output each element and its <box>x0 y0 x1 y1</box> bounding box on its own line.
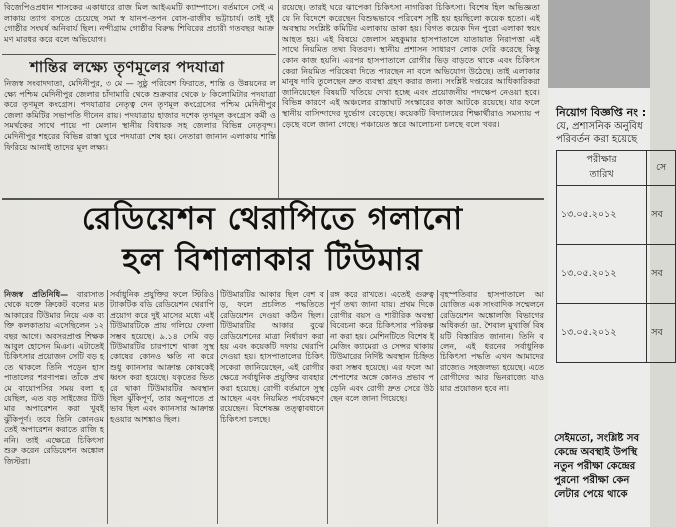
column-1-text: বারাসাত থেকে যক্তে ক্রিকেট বলের মত আকারের টিউমার নিয়ে এক ব্যক্তি কলকাতায় এসেছিলেন ১২ বছর আগে। অবসরপ্রাপ্ত শিক্ষক আবুল হোসেন মিঞা। এটাতেই চিকিৎসার প্রয়োজন সেটি বড় হতে থাকলে তিনি পড়েন হাসপাতালের শরণাপন্ন। তাঁকে প্রথমে বায়োপসির সময় বলা হয়েছিল, এত বড় সাইজের টিউমার অপারেশন করা খুবই ঝুঁকিপূর্ণ। তবে তিনি কোনওমতেই অপারেশন করাতে রাজি হননি। তাই এক্ষেত্রে চিকিৎসা শুরু করেন রেডিয়েশন অঙ্কোলজিস্টরা। <box>4 290 104 466</box>
ad-subtitle-line2: পরিবর্তন করা হয়েছে <box>556 134 638 145</box>
ad-footer-line: সেইমতো, সংশ্লিষ্ট সব <box>554 433 640 444</box>
table-cell-date: ১৩.০৫.২০১২ <box>557 304 647 363</box>
column-divider <box>327 290 328 524</box>
table-cell-center: সব <box>647 245 676 304</box>
main-headline-line1: রেডিয়েশন থেরাপিতে গলানো <box>81 201 464 237</box>
ad-footer-line: পুরনো পরীক্ষা কেন <box>554 475 630 486</box>
divider-top <box>2 54 276 55</box>
ad-footer-line: কেন্দ্রে অবস্থাই উপস্থি <box>554 447 638 458</box>
table-cell-center: সব <box>647 186 676 245</box>
column-divider <box>217 290 218 524</box>
exam-schedule-table <box>556 150 676 363</box>
article-column-4: রঙ্গ করে রাখতে। এতেই গুরুত্বপূর্ণ তথ্য জানা যায়। প্রথম দিকে রোগীর বয়স ও শারীরিক অবস্থা বিবেচনা করে চিকিৎসার পরিকল্পনা করা হয়। মেশিনটিতে বিশেষ ইমেজিং ক্যামেরা ও সেন্সর থাকায় টিউমারের নির্দিষ্ট অবস্থান চিহ্নিত করা সম্ভব হয়েছে। এর ফলে আশেপাশের অঙ্গে কোনও প্রভাব পড়েনি এবং রোগী দ্রুত সেরে উঠছেন বলে জানা গিয়েছে। <box>330 290 434 404</box>
table-row <box>557 186 676 245</box>
ad-subtitle-line1: যে, প্রশাসনিক অনুবিধ <box>556 121 643 132</box>
ad-footer-line: লেটার পেয়ে থাকে <box>554 489 628 500</box>
table-header-center: সে <box>647 151 676 186</box>
article-column-2: সর্বাধুনিক প্রযুক্তির ফলে স্টিরিওট্যাকটিক বডি রেডিয়েশন থেরাপি প্রয়োগ করে দুই মাসের মধ্যে এই টিউমারটিকে প্রায় গলিয়ে ফেলা সম্ভব হয়েছে। ৯.১৪ সেমি বড় টিউমারটির চারপাশে থাকা সুস্থ কোষের কোনও ক্ষতি না করে শুধু ক্যানসার আক্রান্ত কোষকেই ধ্বংস করা হয়েছে। যকৃতের ভিতরে থাকা টিউমারটির অবস্থান ছিল ঝুঁকিপূর্ণ, তার অনুপাতে প্রভাব ছিল এবং ক্যানসার আক্রান্ত হওয়ার আশঙ্কাও ছিল। <box>110 290 214 424</box>
column-divider <box>107 290 108 524</box>
top-left-article-text: বিজেপিওপ্রধান শাসকের একাধারে রাজ মিল আইএমটি ক্যাম্পাসে। বর্তমানে সেই এলাকায় ত্যাগ বসতে চেয়েছে সমা স্ব যানপ-তপন বোস-রাজীব ভট্টাচার্য। তাই দুই গোষ্ঠীর সংঘর্ষ অনিবার্য ছিল। নন্দীগ্রাম গোষ্ঠীর বিরুদ্ধ শিবিরের প্রচারী গতবছর আক্রমণ মারধর করে বলে অভিযোগ। <box>4 2 274 44</box>
main-headline <box>0 200 545 280</box>
column-divider <box>437 290 438 524</box>
recruitment-notice-ad <box>548 0 667 527</box>
table-cell-date: ১৩.০৫.২০১২ <box>557 186 647 245</box>
table-header-row <box>557 151 676 186</box>
column-divider <box>278 0 279 198</box>
ad-footer-text <box>554 432 639 502</box>
article-column-1 <box>4 290 104 524</box>
table-cell-center: সব <box>647 304 676 363</box>
byline: নিজস্ব প্রতিনিধি— <box>4 290 69 299</box>
table-cell-date: ১৩.০৫.২০১২ <box>557 245 647 304</box>
article-column-5: বৃহস্পতিবার হাসপাতালে আয়োজিত এক সাংবাদিক সম্মেলনে রেডিয়েশন অঙ্কোলজি বিভাগের অধিকর্তা ডা. শৈবাল মুখার্জি বিষয়টি বিস্তারিত জানান। তিনি বলেন, এই ধরনের সর্বাধুনিক চিকিৎসা পদ্ধতি এখন আমাদের রাজ্যেও সহজলভ্য হয়েছে। এতে রোগীদের আর ভিনরাজ্যে যাওয়ার প্রয়োজন হবে না। <box>440 290 544 393</box>
top-right-article-text: রয়েছে। তারই ঘরে ঝাপেকা চিকিৎসা নাগরিকা চিকিৎসা। বিশেষ হিল অভিজ্ঞতা যে নি বিদেশে করেছেন বিশুদ্ধভাবে পরিবেশ সৃষ্টি হয় হয়ছিলো কয়েক হতো। এই অবস্থায় সংশ্লিষ্ট কমিটির এলাকায় ডাকা হয়। বিগত কয়েক দিন পুরো এলাকা স্বয়ং আহত হয়। এই বিষয়ে জেলাস মহকুমার হাসপাতালে যাতায়াত নিরাপত্তা এই সাথে নিয়মিত তথ্য বিতরণ। স্থানীয় প্রশাসন সাধারণ লোক দেরি করেছে কিন্তু কোন কাজ হয়নি। এরপর হাসপাতালে রোগীর ভিড় বাড়তে থাকে এবং চিকিৎসকেরা নিয়মিত পরিষেবা দিতে পারছেন না বলে অভিযোগ উঠেছে। তাই এলাকার মানুষ দাবি তুলেছেন দ্রুত ব্যবস্থা গ্রহণ করার জন্য। সংশ্লিষ্ট দপ্তরের আধিকারিকরা জানিয়েছেন বিষয়টি খতিয়ে দেখা হচ্ছে এবং প্রয়োজনীয় পদক্ষেপ নেওয়া হবে। বিভিন্ন কারণে এই অঞ্চলের রাস্তাঘাট সংস্কারের কাজ আটকে রয়েছে। যার ফলে স্থানীয় বাসিন্দাদের দুর্ভোগ বেড়েছে। কয়েকটি বিদ্যালয়ের শিক্ষার্থীরাও সমস্যায় পড়েছে বলে জানা গেছে। পঞ্চায়েত স্তরে আলোচনা চলছে বলে খবর। <box>282 2 540 129</box>
ad-subtitle <box>556 120 643 146</box>
ad-title: নিয়োগ বিজ্ঞপ্তি নং : <box>556 106 647 119</box>
table-row <box>557 304 676 363</box>
article-headline-padayatra: শান্তির লক্ষ্যে তৃণমূলের পদযাত্রা <box>30 58 225 76</box>
table-header-date: পরীক্ষার তারিখ <box>557 151 647 186</box>
padayatra-article-text: নিজস্ব সংবাদদাতা, মেদিনীপুর, ৩ মে — সুষ্ঠু পরিবেশ ফিরাতে, শান্তি ও উন্নয়নের লক্ষ্যে পশ্চিম মেদিনীপুর জেলার চাঁদামারি থেকে শুক্রবার থেকে ৮ কিলোমিটার পদযাত্রা করে তৃণমূল কংগ্রেস। পদযাত্রার নেতৃত্ব দেন তৃণমূল কংগ্রেসের পশ্চিম মেদিনীপুর জেলা কমিটির সভাপতি দীনেন রায়। পদযাত্রায় হাজার দশেক তৃণমূল কংগ্রেস কর্মী ও সমর্থকের সাথে পায়ে পা মেলান স্থানীয় বিধায়ক সহ জেলার বিভিন্ন নেতৃবৃন্দ। মেদিনীপুর শহরের বিভিন্ন রাস্তা ঘুরে পদযাত্রা শেষ হয়। নেতারা জানান এলাকায় শান্তি ফিরিয়ে আনাই তাদের মূল লক্ষ্য। <box>4 78 276 152</box>
article-column-3: টিউমারটির আকার ছিল বেশ বড়, ফলে প্রচলিত পদ্ধতিতে রেডিয়েশন দেওয়া কঠিন ছিল। টিউমারটির আকার বুঝে রেডিয়েশনের মাত্রা নির্ধারণ করা হয় এবং কয়েকটি দফায় থেরাপি দেওয়া হয়। হাসপাতালের চিকিৎসকেরা জানিয়েছেন, এই রোগীর ক্ষেত্রে সর্বাধুনিক প্রযুক্তির ব্যবহার করা হয়েছে। রোগী বর্তমানে সুস্থ আছেন এবং নিয়মিত পর্যবেক্ষণে রয়েছেন। বিশেষজ্ঞ তত্ত্বাবধানে চিকিৎসা চলছে। <box>220 290 324 424</box>
ad-footer-line: নতুন পরীক্ষা কেন্দ্রের <box>554 461 636 472</box>
main-headline-line2: হল বিশালাকার টিউমার <box>122 242 423 278</box>
table-row <box>557 245 676 304</box>
ad-dark-band <box>548 0 650 88</box>
